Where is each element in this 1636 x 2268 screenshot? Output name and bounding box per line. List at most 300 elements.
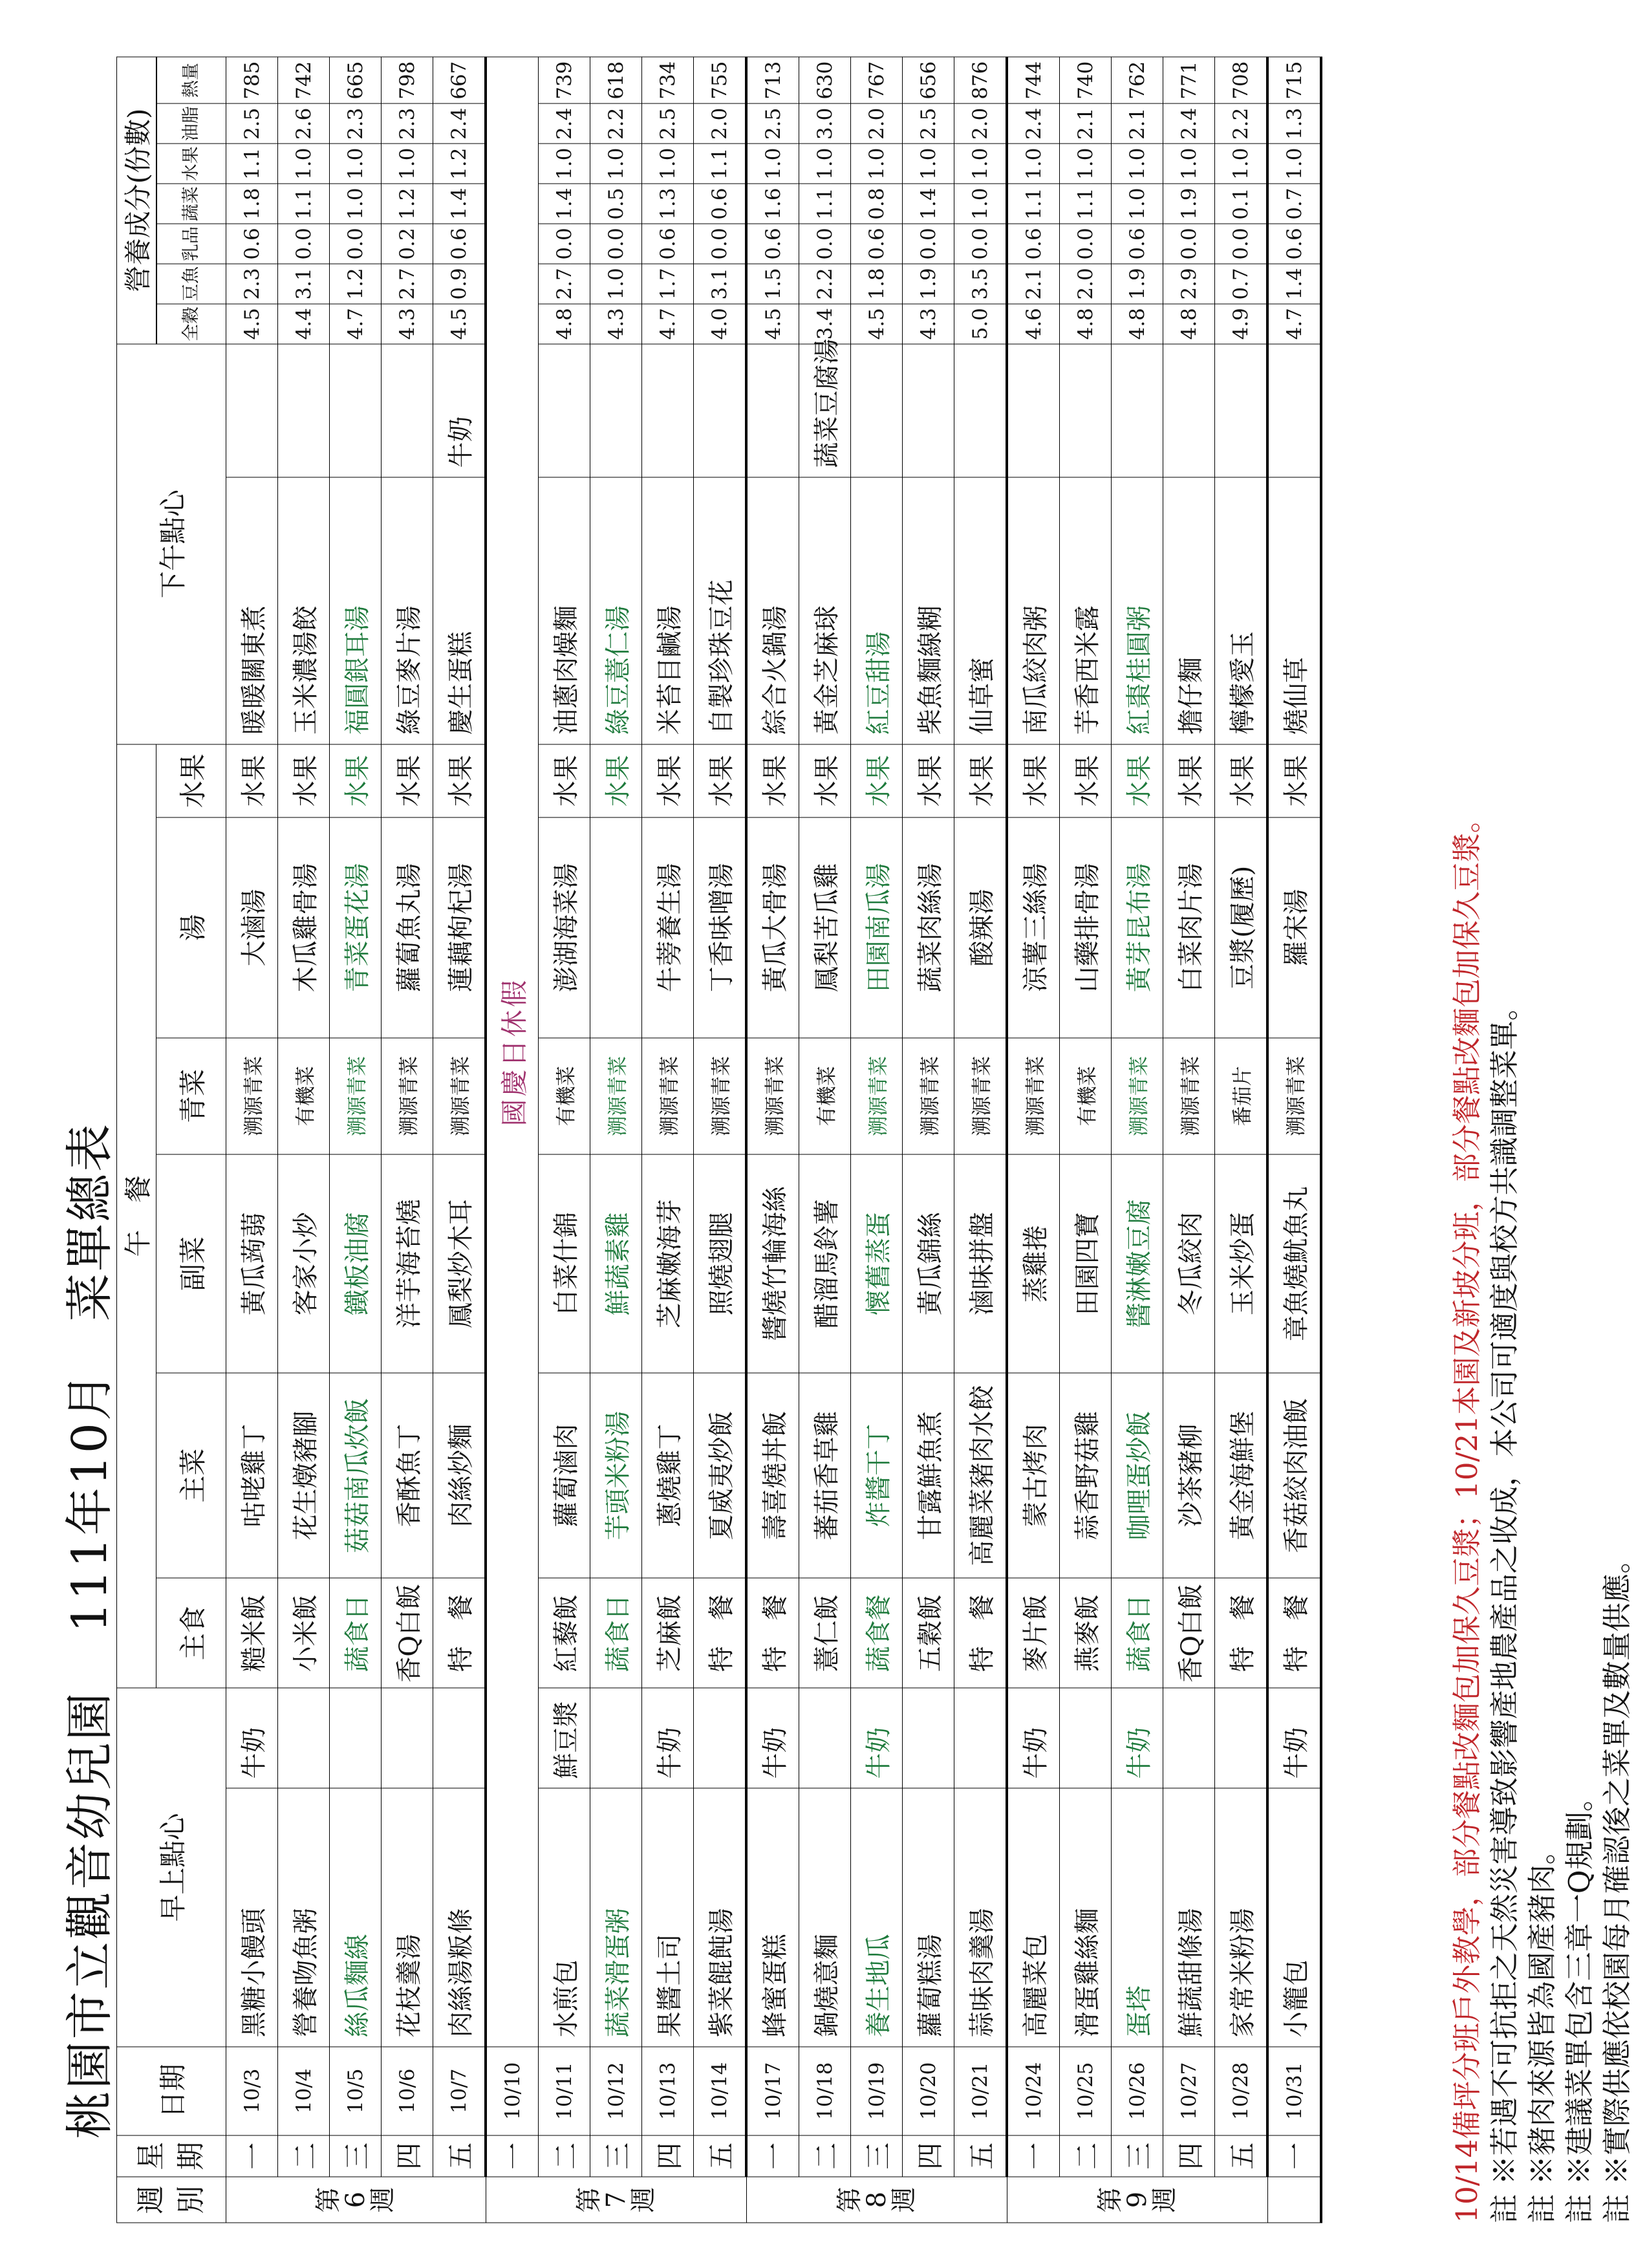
header-soup: 湯 [156,817,226,1037]
date-cell: 10/3 [226,2046,278,2135]
afternoon-extra-cell [330,343,382,477]
nutrition-value: 1.9 [1112,263,1163,303]
note-red: 10/14備坪分班戶外教學，部分餐點改麵包加保久豆漿；10/21本園及新坡分班，部分餐點改麵包加保久豆漿。 [1450,803,1484,2223]
nutrition-value: 4.9 [1215,303,1268,343]
nutrition-value: 0.0 [539,224,590,264]
afternoon-snack-cell: 油蔥肉燥麵 [539,477,590,744]
afternoon-extra-cell [694,343,747,477]
nutrition-value: 1.0 [1112,144,1163,184]
date-cell: 10/7 [433,2046,486,2135]
morning-drink-cell [903,1688,954,1788]
nutrition-value: 2.5 [642,103,694,144]
fruit-cell: 水果 [1267,744,1321,817]
vegetable-cell: 有機菜 [278,1037,330,1154]
date-cell: 10/26 [1112,2046,1163,2135]
vegetable-cell: 溯源青菜 [851,1037,903,1154]
weekday-cell: 二 [539,2135,590,2176]
staple-cell: 燕麥飯 [1060,1578,1112,1688]
nutrition-value: 0.6 [1007,224,1060,264]
nutrition-value: 0.6 [746,224,799,264]
date-cell: 10/11 [539,2046,590,2135]
nutrition-value: 2.7 [539,263,590,303]
header-fruits: 水果 [157,144,226,184]
fruit-cell: 水果 [1163,744,1215,817]
afternoon-snack-cell: 紅豆甜湯 [851,477,903,744]
nutrition-value: 1.4 [903,184,954,224]
morning-snack-cell: 蜂蜜蛋糕 [746,1788,799,2047]
staple-cell: 香Q白飯 [1163,1578,1215,1688]
nutrition-value: 785 [226,57,278,103]
nutrition-value: 1.2 [382,184,433,224]
nutrition-value: 3.0 [799,103,851,144]
nutrition-value: 1.1 [226,144,278,184]
nutrition-value: 2.2 [799,263,851,303]
side-dish-cell: 照燒翅腿 [694,1154,747,1373]
weekday-cell: 二 [799,2135,851,2176]
main-dish-cell: 花生燉豬腳 [278,1372,330,1577]
afternoon-extra-cell [226,343,278,477]
morning-snack-cell: 高麗菜包 [1007,1788,1060,2047]
soup-cell: 羅宋湯 [1267,817,1321,1037]
nutrition-value: 1.0 [382,144,433,184]
afternoon-extra-cell [590,343,642,477]
holiday-cell: 國慶日休假 [486,57,539,2047]
nutrition-value: 4.4 [278,303,330,343]
note-3: 註 ※建議菜單包含三章一Q規劃。 [1562,1782,1597,2223]
afternoon-extra-cell [382,343,433,477]
menu-row [278,57,330,2223]
nutrition-value: 1.0 [1267,144,1321,184]
nutrition-value: 2.3 [330,103,382,144]
nutrition-value: 0.2 [382,224,433,264]
weekday-cell: 四 [903,2135,954,2176]
menu-row [433,57,486,2223]
nutrition-value: 0.0 [278,224,330,264]
nutrition-value: 1.3 [1267,103,1321,144]
nutrition-value: 1.1 [799,184,851,224]
nutrition-value: 744 [1007,57,1060,103]
menu-row [1007,57,1060,2223]
header-side-dish: 副菜 [156,1154,226,1373]
menu-period: 111年10月 菜單總表 [62,1121,118,1632]
afternoon-snack-cell: 檸檬愛玉 [1215,477,1268,744]
morning-snack-cell: 鍋燒意麵 [799,1788,851,2047]
main-dish-cell: 咖哩蛋炒飯 [1112,1372,1163,1577]
afternoon-snack-cell: 黃金芝麻球 [799,477,851,744]
weekday-cell: 五 [1215,2135,1268,2176]
weekday-cell: 三 [851,2135,903,2176]
nutrition-value: 1.9 [903,263,954,303]
nutrition-value: 4.6 [1007,303,1060,343]
nutrition-value: 0.9 [433,263,486,303]
nutrition-value: 0.1 [1215,184,1268,224]
soup-cell: 蓮藕枸杞湯 [433,817,486,1037]
weekday-cell: 二 [1060,2135,1112,2176]
side-dish-cell: 鳳梨炒木耳 [433,1154,486,1373]
nutrition-value: 2.0 [954,103,1007,144]
side-dish-cell: 玉米炒蛋 [1215,1154,1268,1373]
nutrition-value: 708 [1215,57,1268,103]
nutrition-value: 739 [539,57,590,103]
date-cell: 10/10 [486,2046,539,2135]
soup-cell: 涼薯三絲湯 [1007,817,1060,1037]
staple-cell: 特 餐 [954,1578,1007,1688]
nutrition-value: 1.4 [1267,263,1321,303]
nutrition-value: 1.4 [433,184,486,224]
afternoon-extra-cell [954,343,1007,477]
weekday-cell: 三 [590,2135,642,2176]
date-cell: 10/28 [1215,2046,1268,2135]
morning-drink-cell: 鮮豆漿 [539,1688,590,1788]
nutrition-value: 4.8 [1060,303,1112,343]
vegetable-cell: 溯源青菜 [382,1037,433,1154]
nutrition-value: 0.8 [851,184,903,224]
soup-cell: 木瓜雞骨湯 [278,817,330,1037]
menu-row [486,57,539,2223]
side-dish-cell: 懷舊蒸蛋 [851,1154,903,1373]
weekday-cell: 三 [330,2135,382,2176]
nutrition-value: 630 [799,57,851,103]
header-protein: 豆魚 [157,263,226,303]
afternoon-extra-cell [1060,343,1112,477]
nutrition-value: 4.3 [382,303,433,343]
nutrition-value: 1.2 [330,263,382,303]
nutrition-value: 0.0 [903,224,954,264]
week-label-part: 7 [601,2191,631,2208]
nutrition-value: 1.0 [1112,184,1163,224]
staple-cell: 芝麻飯 [642,1578,694,1688]
morning-drink-cell [330,1688,382,1788]
main-dish-cell: 蒙古烤肉 [1007,1372,1060,1577]
weekday-cell: 二 [278,2135,330,2176]
nutrition-value: 771 [1163,57,1215,103]
nutrition-value: 1.0 [1007,144,1060,184]
morning-drink-cell: 牛奶 [1112,1688,1163,1788]
menu-row [1060,57,1112,2223]
nutrition-value: 1.6 [746,184,799,224]
menu-table [116,56,1322,2223]
header-date: 日期 [117,2046,226,2135]
fruit-cell: 水果 [590,744,642,817]
afternoon-extra-cell [1267,343,1321,477]
staple-cell: 蔬食日 [590,1578,642,1688]
morning-drink-cell: 牛奶 [1267,1688,1321,1788]
nutrition-value: 1.0 [1215,144,1268,184]
nutrition-value: 2.0 [1060,263,1112,303]
fruit-cell: 水果 [1060,744,1112,817]
afternoon-snack-cell: 玉米濃湯餃 [278,477,330,744]
soup-cell: 蘿蔔魚丸湯 [382,817,433,1037]
side-dish-cell: 醬淋嫩豆腐 [1112,1154,1163,1373]
afternoon-snack-cell: 綠豆薏仁湯 [590,477,642,744]
nutrition-value: 0.0 [590,224,642,264]
date-cell: 10/5 [330,2046,382,2135]
afternoon-snack-cell: 慶生蛋糕 [433,477,486,744]
fruit-cell: 水果 [694,744,747,817]
nutrition-value: 2.5 [226,103,278,144]
week-label-part: 週 [628,2187,658,2213]
nutrition-value: 4.5 [226,303,278,343]
header-vegetable: 青菜 [156,1037,226,1154]
nutrition-value: 2.0 [851,103,903,144]
header-morning-snack: 早上點心 [117,1688,226,2047]
note-1: 註 ※若遇不可抗拒之天然災害導致影響產地農產品之收成，本公司可適度與校方共識調整菜單。 [1487,991,1522,2223]
morning-drink-cell [694,1688,747,1788]
nutrition-value: 734 [642,57,694,103]
side-dish-cell: 白菜什錦 [539,1154,590,1373]
nutrition-value: 4.7 [642,303,694,343]
soup-cell: 鳳梨苦瓜雞 [799,817,851,1037]
menu-row [539,57,590,2223]
week-label-part: 第 [314,2187,344,2213]
vegetable-cell: 溯源青菜 [954,1037,1007,1154]
nutrition-value: 0.0 [799,224,851,264]
nutrition-value: 5.0 [954,303,1007,343]
date-cell: 10/6 [382,2046,433,2135]
nutrition-value: 0.0 [330,224,382,264]
weekday-cell: 一 [746,2135,799,2176]
nutrition-value: 656 [903,57,954,103]
fruit-cell: 水果 [278,744,330,817]
nutrition-value: 0.7 [1267,184,1321,224]
staple-cell: 香Q白飯 [382,1578,433,1688]
staple-cell: 特 餐 [746,1578,799,1688]
nutrition-value: 4.5 [433,303,486,343]
date-cell: 10/18 [799,2046,851,2135]
note-4: 註 ※實際供應依校園每月確認後之菜單及數量供應。 [1600,1544,1634,2223]
staple-cell: 特 餐 [1215,1578,1268,1688]
morning-snack-cell: 絲瓜麵線 [330,1788,382,2047]
fruit-cell: 水果 [903,744,954,817]
fruit-cell: 水果 [799,744,851,817]
weekday-cell: 四 [1163,2135,1215,2176]
nutrition-value: 618 [590,57,642,103]
staple-cell: 糙米飯 [226,1578,278,1688]
morning-drink-cell: 牛奶 [226,1688,278,1788]
morning-snack-cell: 紫菜餛飩湯 [694,1788,747,2047]
main-dish-cell: 香菇絞肉油飯 [1267,1372,1321,1577]
main-dish-cell: 沙茶豬柳 [1163,1372,1215,1577]
main-dish-cell: 咕咾雞丁 [226,1372,278,1577]
main-dish-cell: 香酥魚丁 [382,1372,433,1577]
nutrition-value: 0.6 [433,224,486,264]
date-cell: 10/19 [851,2046,903,2135]
fruit-cell: 水果 [1007,744,1060,817]
afternoon-extra-cell [539,343,590,477]
afternoon-snack-cell: 仙草蜜 [954,477,1007,744]
nutrition-value: 755 [694,57,747,103]
nutrition-value: 1.0 [330,144,382,184]
nutrition-value: 0.0 [1163,224,1215,264]
main-dish-cell: 炸醬干丁 [851,1372,903,1577]
weekday-cell: 五 [694,2135,747,2176]
morning-drink-cell: 牛奶 [851,1688,903,1788]
afternoon-extra-cell [642,343,694,477]
date-cell: 10/27 [1163,2046,1215,2135]
nutrition-value: 0.6 [1112,224,1163,264]
weekday-cell: 四 [642,2135,694,2176]
main-dish-cell: 芋頭米粉湯 [590,1372,642,1577]
nutrition-value: 2.4 [1163,103,1215,144]
nutrition-value: 0.6 [1267,224,1321,264]
morning-drink-cell: 牛奶 [1007,1688,1060,1788]
soup-cell: 澎湖海菜湯 [539,817,590,1037]
menu-body [226,57,1322,2223]
staple-cell: 薏仁飯 [799,1578,851,1688]
nutrition-value: 667 [433,57,486,103]
nutrition-value: 2.4 [1007,103,1060,144]
side-dish-cell: 鐵板油腐 [330,1154,382,1373]
soup-cell: 蔬菜肉絲湯 [903,817,954,1037]
morning-snack-cell: 小籠包 [1267,1788,1321,2047]
nutrition-value: 0.0 [1060,224,1112,264]
nutrition-value: 4.8 [539,303,590,343]
vegetable-cell: 番茄片 [1215,1037,1268,1154]
soup-cell: 黃芽昆布湯 [1112,817,1163,1037]
notes [1448,56,1636,2223]
soup-cell: 酸辣湯 [954,817,1007,1037]
nutrition-value: 2.2 [590,103,642,144]
morning-drink-cell [278,1688,330,1788]
soup-cell: 青菜蛋花湯 [330,817,382,1037]
nutrition-value: 4.8 [1163,303,1215,343]
nutrition-value: 713 [746,57,799,103]
main-dish-cell: 蘿蔔滷肉 [539,1372,590,1577]
date-cell: 10/24 [1007,2046,1060,2135]
afternoon-extra-cell [1163,343,1215,477]
side-dish-cell: 芝麻嫩海芽 [642,1154,694,1373]
afternoon-snack-cell: 米苔目鹹湯 [642,477,694,744]
soup-cell: 豆漿(履歷) [1215,817,1268,1037]
fruit-cell: 水果 [746,744,799,817]
nutrition-value: 1.1 [694,144,747,184]
morning-snack-cell: 滑蛋雞絲麵 [1060,1788,1112,2047]
nutrition-value: 1.0 [278,144,330,184]
morning-snack-cell: 蔬菜滑蛋粥 [590,1788,642,2047]
nutrition-value: 2.1 [1060,103,1112,144]
nutrition-value: 767 [851,57,903,103]
side-dish-cell: 蒸雞捲 [1007,1154,1060,1373]
soup-cell [590,817,642,1037]
week-label [1267,2177,1321,2223]
nutrition-value: 1.1 [1007,184,1060,224]
header-calories: 熱量 [157,57,226,103]
nutrition-value: 0.0 [1215,224,1268,264]
nutrition-value: 742 [278,57,330,103]
menu-row [382,57,433,2223]
soup-cell: 丁香味噌湯 [694,817,747,1037]
header-fruit: 水果 [156,744,226,817]
nutrition-value: 1.2 [433,144,486,184]
main-dish-cell: 壽喜燒丼飯 [746,1372,799,1577]
menu-row [1163,57,1215,2223]
afternoon-snack-cell: 綠豆麥片湯 [382,477,433,744]
side-dish-cell: 章魚燒魷魚丸 [1267,1154,1321,1373]
header-afternoon-snack: 下午點心 [117,343,226,744]
nutrition-value: 0.7 [1215,263,1268,303]
nutrition-value: 876 [954,57,1007,103]
main-dish-cell: 蒜香野菇雞 [1060,1372,1112,1577]
main-dish-cell: 菇菇南瓜炊飯 [330,1372,382,1577]
nutrition-value: 4.8 [1112,303,1163,343]
date-cell: 10/4 [278,2046,330,2135]
weekday-cell: 三 [1112,2135,1163,2176]
fruit-cell: 水果 [226,744,278,817]
morning-drink-cell [382,1688,433,1788]
main-dish-cell: 肉絲炒麵 [433,1372,486,1577]
nutrition-value: 3.1 [278,263,330,303]
header-oils: 油脂 [157,103,226,144]
weekday-cell: 四 [382,2135,433,2176]
afternoon-snack-cell: 擔仔麵 [1163,477,1215,744]
header-vegetables: 蔬菜 [157,184,226,224]
nutrition-value: 1.0 [799,144,851,184]
vegetable-cell: 溯源青菜 [746,1037,799,1154]
fruit-cell: 水果 [851,744,903,817]
side-dish-cell: 醋溜馬鈴薯 [799,1154,851,1373]
main-dish-cell: 蔥燒雞丁 [642,1372,694,1577]
header-grains: 全穀 [157,303,226,343]
side-dish-cell: 冬瓜絞肉 [1163,1154,1215,1373]
menu-row [746,57,799,2223]
afternoon-extra-cell [903,343,954,477]
header-main-dish: 主菜 [156,1372,226,1577]
nutrition-value: 1.8 [226,184,278,224]
nutrition-value: 2.5 [903,103,954,144]
side-dish-cell: 醬燒竹輪海絲 [746,1154,799,1373]
morning-snack-cell: 營養吻魚粥 [278,1788,330,2047]
side-dish-cell: 黃瓜蒟蒻 [226,1154,278,1373]
afternoon-snack-cell: 福圓銀耳湯 [330,477,382,744]
menu-row [1267,57,1321,2223]
morning-snack-cell: 家常米粉湯 [1215,1788,1268,2047]
fruit-cell: 水果 [642,744,694,817]
morning-drink-cell [1060,1688,1112,1788]
week-label-part: 第 [834,2187,865,2213]
afternoon-snack-cell: 柴魚麵線糊 [903,477,954,744]
morning-snack-cell: 肉絲湯粄條 [433,1788,486,2047]
nutrition-value: 798 [382,57,433,103]
staple-cell: 麥片飯 [1007,1578,1060,1688]
morning-snack-cell: 果醬土司 [642,1788,694,2047]
vegetable-cell: 溯源青菜 [1163,1037,1215,1154]
nutrition-value: 0.6 [694,184,747,224]
morning-drink-cell [433,1688,486,1788]
nutrition-value: 1.7 [642,263,694,303]
nutrition-value: 1.0 [954,184,1007,224]
week-label-part: 週 [368,2187,398,2213]
nutrition-value: 1.0 [746,144,799,184]
menu-row [1215,57,1268,2223]
nutrition-value: 715 [1267,57,1321,103]
nutrition-value: 0.6 [642,224,694,264]
date-cell: 10/31 [1267,2046,1321,2135]
nutrition-value: 1.1 [278,184,330,224]
morning-snack-cell: 水煎包 [539,1788,590,2047]
staple-cell: 特 餐 [433,1578,486,1688]
fruit-cell: 水果 [330,744,382,817]
nutrition-value: 3.1 [694,263,747,303]
afternoon-extra-cell [1112,343,1163,477]
nutrition-value: 1.0 [903,144,954,184]
weekday-cell: 五 [433,2135,486,2176]
date-cell: 10/20 [903,2046,954,2135]
staple-cell: 紅藜飯 [539,1578,590,1688]
nutrition-value: 2.1 [1112,103,1163,144]
menu-row [851,57,903,2223]
main-dish-cell: 蕃茄香草雞 [799,1372,851,1577]
afternoon-snack-cell: 綜合火鍋湯 [746,477,799,744]
